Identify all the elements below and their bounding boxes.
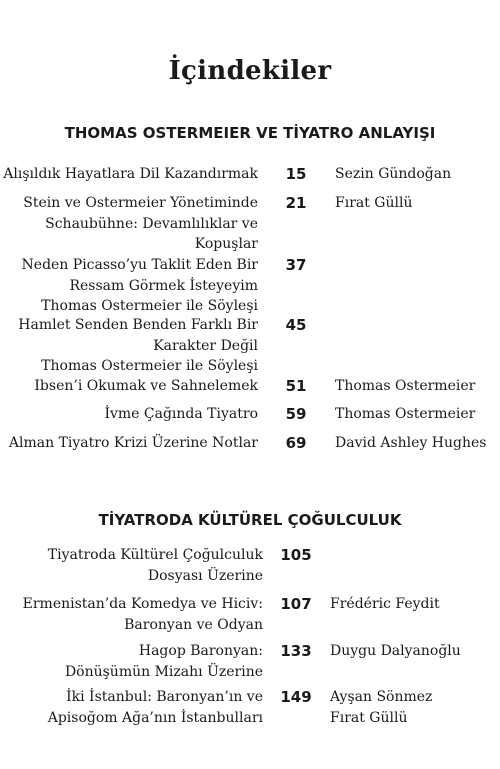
entry-author: Ayşan Sönmez Fırat Güllü <box>330 689 433 726</box>
entry-page-number: 149 <box>280 688 312 706</box>
entry-title: Alışıldık Hayatlara Dil Kazandırmak <box>3 166 258 182</box>
entry-author: Sezin Gündoğan <box>335 166 452 182</box>
entry-page-number: 45 <box>285 316 307 334</box>
page-title: İçindekiler <box>168 56 332 86</box>
entry-author: David Ashley Hughes <box>335 435 487 451</box>
entry-title: Stein ve Ostermeier Yönetiminde Schaubühne: Devamlılıklar ve Kopuşlar <box>23 195 258 252</box>
entry-author: Fırat Güllü <box>335 195 413 211</box>
entry-author: Thomas Ostermeier <box>335 406 476 422</box>
entry-page-number: 51 <box>285 377 307 395</box>
entry-page-number: 59 <box>285 405 307 423</box>
entry-title: İki İstanbul: Baronyan’ın ve Apisoğom Ağa’nın İstanbulları <box>47 689 263 726</box>
entry-title: İvme Çağında Tiyatro <box>104 406 258 422</box>
entry-page-number: 21 <box>285 194 307 212</box>
entry-title: Alman Tiyatro Krizi Üzerine Notlar <box>8 435 258 451</box>
entry-page-number: 107 <box>280 595 312 613</box>
entry-title: Ermenistan’da Komedya ve Hiciv: Baronyan ve Odyan <box>22 596 263 633</box>
section-title-ostermeier: THOMAS OSTERMEIER VE TİYATRO ANLAYIŞI <box>64 124 436 142</box>
entry-author: Frédéric Feydit <box>330 596 440 612</box>
entry-page-number: 15 <box>285 165 307 183</box>
entry-title: Hamlet Senden Benden Farklı Bir Karakter Değil Thomas Ostermeier ile Söyleşi <box>18 317 258 374</box>
entry-author: Duygu Dalyanoğlu <box>330 643 461 659</box>
entry-author: Thomas Ostermeier <box>335 378 476 394</box>
section-title-cultural-pluralism: TİYATRODA KÜLTÜREL ÇOĞULCULUK <box>98 511 402 529</box>
entry-page-number: 105 <box>280 546 312 564</box>
entry-page-number: 133 <box>280 642 312 660</box>
entry-page-number: 37 <box>285 256 307 274</box>
entry-title: Neden Picasso’yu Taklit Eden Bir Ressam Görmek İsteyeyim Thomas Ostermeier ile Söyleşi <box>21 257 258 314</box>
entry-title: Tiyatroda Kültürel Çoğulculuk Dosyası Üzerine <box>47 547 263 584</box>
entry-title: Hagop Baronyan: Dönüşümün Mizahı Üzerine <box>64 643 263 680</box>
entry-title: Ibsen’i Okumak ve Sahnelemek <box>34 378 258 394</box>
entry-page-number: 69 <box>285 434 307 452</box>
